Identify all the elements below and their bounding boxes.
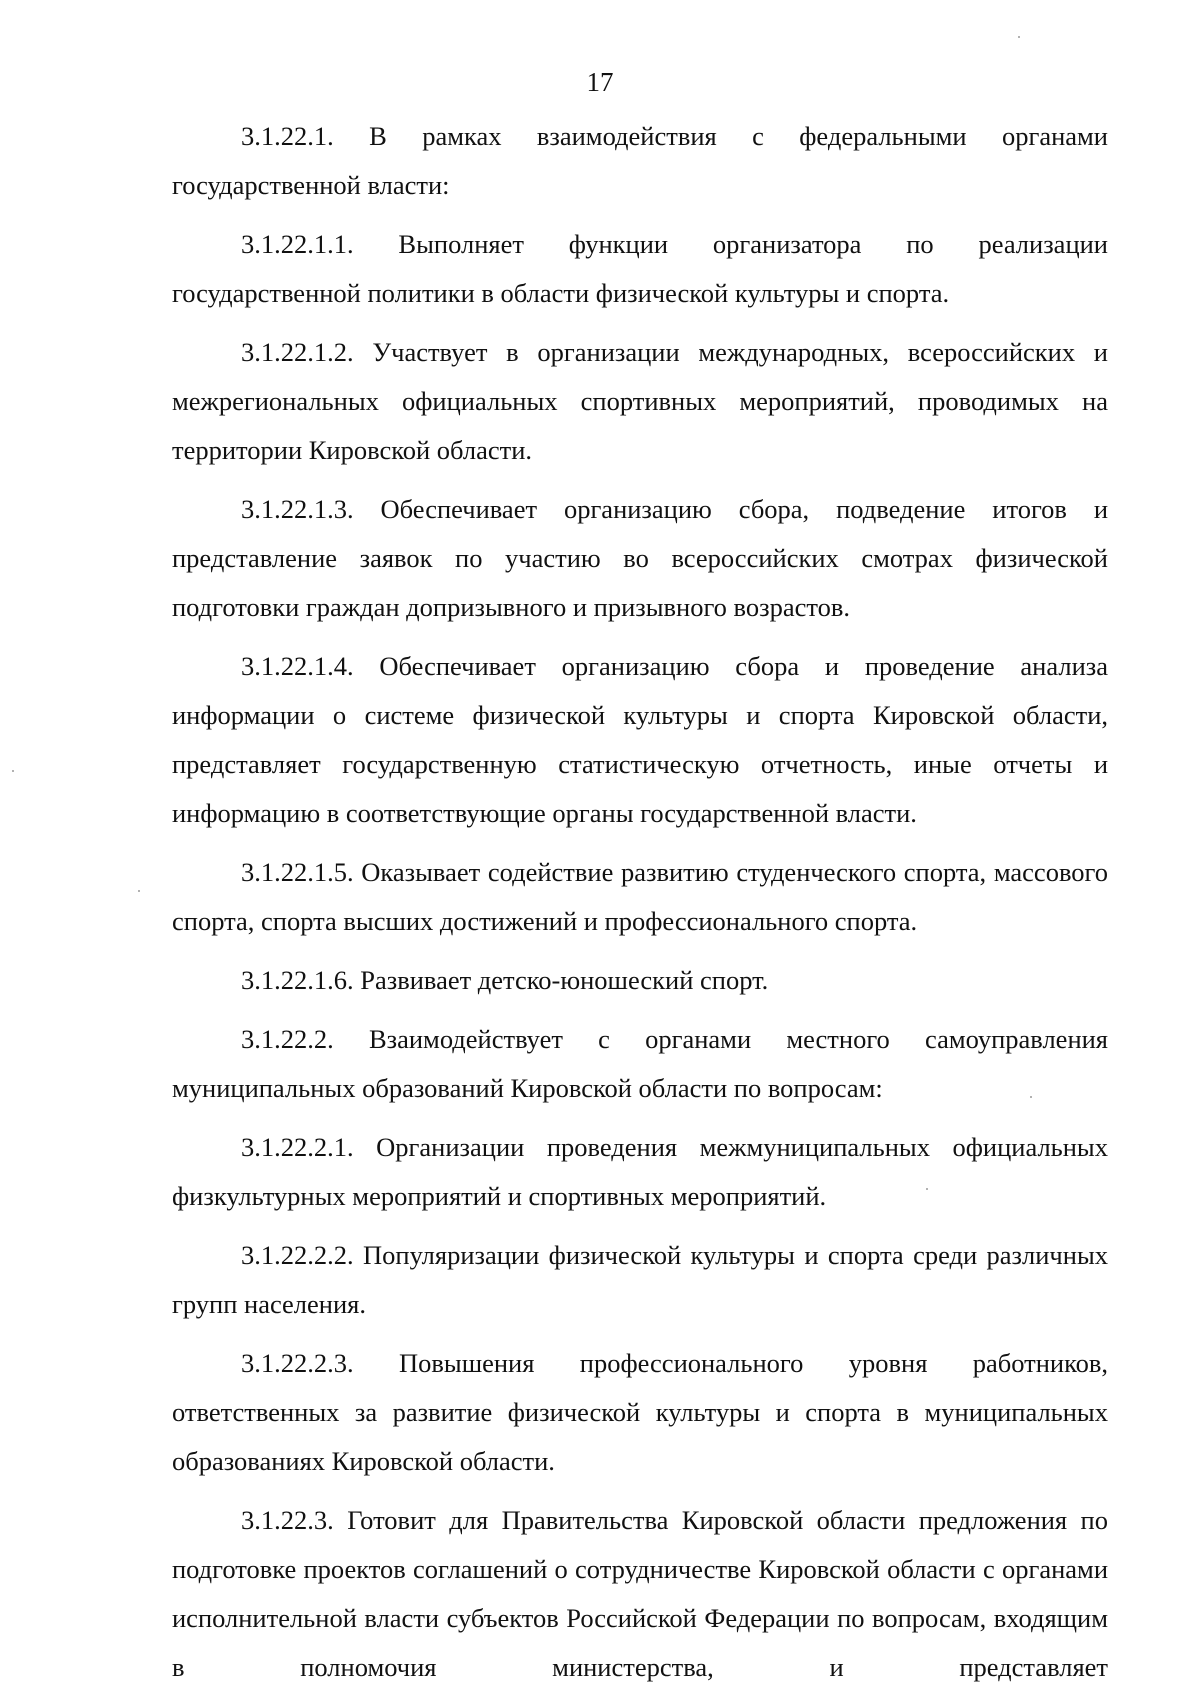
paragraph-3-1-22-1-1: 3.1.22.1.1. Выполняет функции организатора по реализации государственной политики в области физической культуры и спорта.: [172, 229, 1108, 308]
scan-speck: [1030, 1096, 1032, 1098]
paragraph-3-1-22-1: 3.1.22.1. В рамках взаимодействия с федеральными органами государственной власти:: [172, 121, 1108, 200]
scan-speck: [1018, 36, 1020, 38]
paragraph-3-1-22-2: 3.1.22.2. Взаимодействует с органами местного самоуправления муниципальных образований Кировской области по вопросам:: [172, 1024, 1108, 1103]
paragraph-3-1-22-1-6: 3.1.22.1.6. Развивает детско-юношеский спорт.: [241, 965, 769, 995]
paragraph-3-1-22-2-3: 3.1.22.2.3. Повышения профессионального уровня работников, ответственных за развитие физической культуры и спорта в муниципальных образованиях Кировской области.: [172, 1348, 1108, 1476]
scan-speck: [926, 1188, 928, 1190]
paragraph-3-1-22-2-2: 3.1.22.2.2. Популяризации физической культуры и спорта среди различных групп населения.: [172, 1240, 1108, 1319]
paragraph-3-1-22-1-4: 3.1.22.1.4. Обеспечивает организацию сбора и проведение анализа информации о системе физической культуры и спорта Кировской области, представляет государственную статистическую отчетность, иные отчеты и информацию в соответствующие органы государственной власти.: [172, 651, 1108, 828]
scan-speck: [138, 890, 140, 892]
scan-speck: [12, 770, 14, 772]
paragraph-3-1-22-3: 3.1.22.3. Готовит для Правительства Кировской области предложения по подготовке проектов соглашений о сотрудничестве Кировской области с органами исполнительной власти субъектов Российской Федерации по вопросам, входящим в полномочия министерства, и представляет: [172, 1505, 1108, 1682]
page-number: 17: [586, 67, 614, 97]
paragraph-3-1-22-2-1: 3.1.22.2.1. Организации проведения межмуниципальных официальных физкультурных мероприятий и спортивных мероприятий.: [172, 1132, 1108, 1211]
paragraph-3-1-22-1-2: 3.1.22.1.2. Участвует в организации международных, всероссийских и межрегиональных официальных спортивных мероприятий, проводимых на территории Кировской области.: [172, 337, 1108, 465]
paragraph-3-1-22-1-3: 3.1.22.1.3. Обеспечивает организацию сбора, подведение итогов и представление заявок по участию во всероссийских смотрах физической подготовки граждан допризывного и призывного возрастов.: [172, 494, 1108, 622]
paragraph-3-1-22-1-5: 3.1.22.1.5. Оказывает содействие развитию студенческого спорта, массового спорта, спорта высших достижений и профессионального спорта.: [172, 857, 1108, 936]
document-body: [172, 112, 1108, 1702]
